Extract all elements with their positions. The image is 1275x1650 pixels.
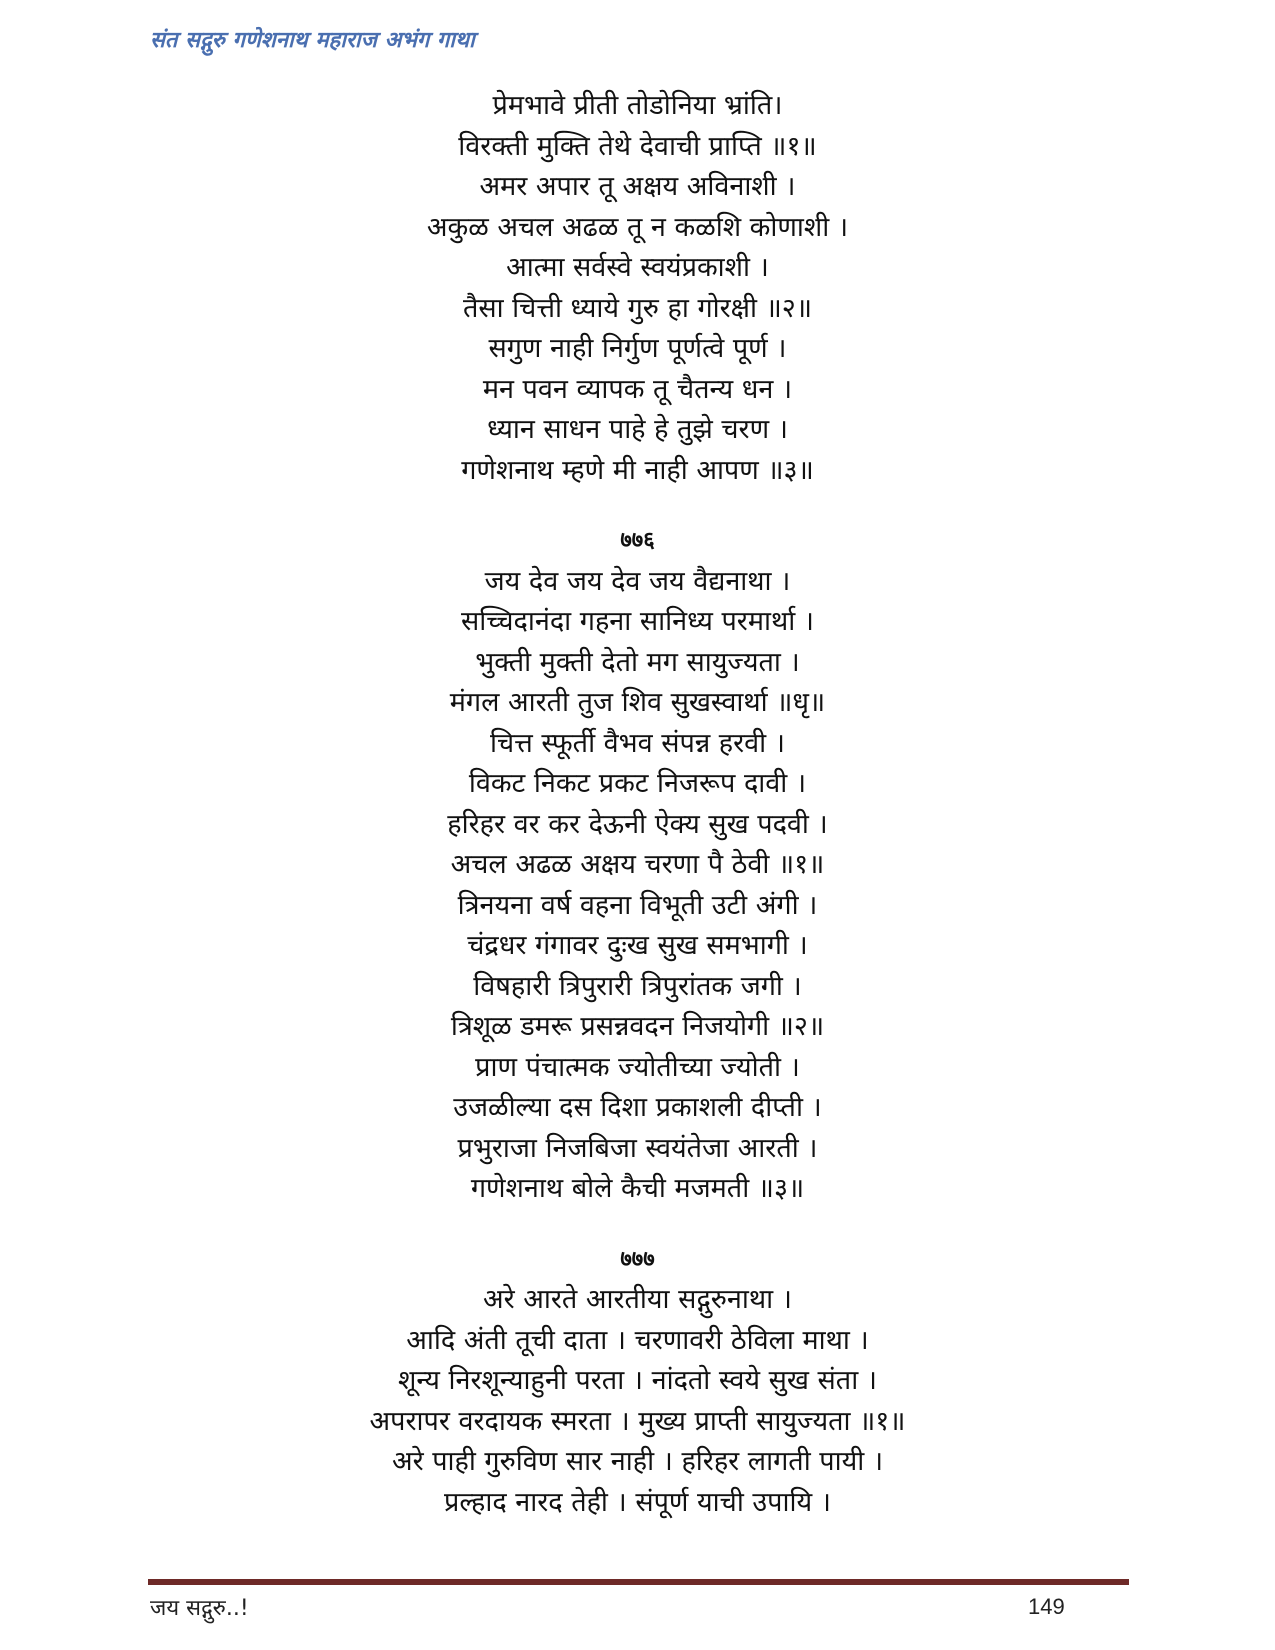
verse-line: गणेशनाथ बोले कैची मजमती ॥३॥ <box>470 1173 805 1204</box>
verse-line: भुक्ती मुक्ती देतो मग सायुज्यता । <box>475 646 800 678</box>
verse-line: अमर अपार तू अक्षय अविनाशी । <box>479 171 796 202</box>
verse-line: हरिहर वर कर देऊनी ऐक्य सुख पदवी । <box>447 808 828 840</box>
abhang-block-777 <box>0 1240 1275 1524</box>
verse-line: विषहारी त्रिपुरारी त्रिपुरांतक जगी । <box>473 970 802 1002</box>
verse-line: प्रल्हाद नारद तेही । संपूर्ण याची उपायि । <box>444 1486 831 1518</box>
verse-line: त्रिशूळ डमरू प्रसन्नवदन निजयोगी ॥२॥ <box>450 1011 825 1042</box>
verse-line: अचल अढळ अक्षय चरणा पै ठेवी ॥१॥ <box>450 849 825 880</box>
verse-line: उजळील्या दस दिशा प्रकाशली दीप्ती । <box>453 1092 822 1123</box>
verse-line: विकट निकट प्रकट निजरूप दावी । <box>468 768 807 799</box>
verse-line: प्राण पंचात्मक ज्योतीच्या ज्योती । <box>475 1051 800 1083</box>
abhang-block-776 <box>0 521 1275 1210</box>
page-number: 149 <box>1028 1594 1065 1619</box>
verse-line: ध्यान साधन पाहे हे तुझे चरण । <box>487 414 788 445</box>
page-content <box>0 86 1275 1523</box>
verse-line: अपरापर वरदायक स्मरता । मुख्य प्राप्ती सायुज्यता ॥१॥ <box>369 1405 906 1437</box>
verse-line: तैसा चित्ती ध्याये गुरु हा गोरक्षी ॥२॥ <box>462 292 813 324</box>
verse-line: सगुण नाही निर्गुण पूर्णत्वे पूर्ण । <box>488 333 787 364</box>
verse-line: चंद्रधर गंगावर दुःख सुख समभागी । <box>467 930 808 961</box>
verse-line: अरे पाही गुरुविण सार नाही । हरिहर लागती पायी । <box>391 1446 884 1477</box>
abhang-number: ७७६ <box>620 528 655 553</box>
verse-line: विरक्ती मुक्ति तेथे देवाची प्राप्ति ॥१॥ <box>458 130 817 162</box>
verse-line: अकुळ अचल अढळ तू न कळशि कोणाशी । <box>426 211 849 243</box>
verse-line: गणेशनाथ म्हणे मी नाही आपण ॥३॥ <box>461 454 814 486</box>
verse-line: प्रभुराजा निजबिजा स्वयंतेजा आरती । <box>457 1132 818 1164</box>
verse-line: आदि अंती तूची दाता । चरणावरी ठेविला माथा । <box>406 1324 869 1356</box>
verse-line: मन पवन व्यापक तू चैतन्य धन । <box>482 373 793 405</box>
verse-line: सच्चिदानंदा गहना सानिध्य परमार्था । <box>460 606 815 637</box>
page-header-title: संत सद्गुरु गणेशनाथ महाराज अभंग गाथा <box>150 28 475 53</box>
verse-line: आत्मा सर्वस्वे स्वयंप्रकाशी । <box>506 252 769 283</box>
verse-line: त्रिनयना वर्ष वहना विभूती उटी अंगी । <box>457 889 818 921</box>
intro-verse-block <box>0 86 1275 491</box>
footer-salutation: जय सद्गुरु..! <box>150 1596 249 1621</box>
verse-line: प्रेमभावे प्रीती तोडोनिया भ्रांति। <box>492 90 783 121</box>
verse-line: अरे आरते आरतीया सद्गुरुनाथा । <box>483 1284 792 1315</box>
abhang-number: ७७७ <box>620 1246 655 1272</box>
verse-line: चित्त स्फूर्ती वैभव संपन्न हरवी । <box>489 727 785 759</box>
footer-divider <box>148 1579 1129 1585</box>
verse-line: शून्य निरशून्याहुनी परता । नांदतो स्वये सुख संता । <box>397 1365 878 1396</box>
verse-line: जय देव जय देव जय वैद्यनाथा । <box>484 565 791 597</box>
verse-line: मंगल आरती तुज शिव सुखस्वार्था ॥धृ॥ <box>449 687 826 718</box>
